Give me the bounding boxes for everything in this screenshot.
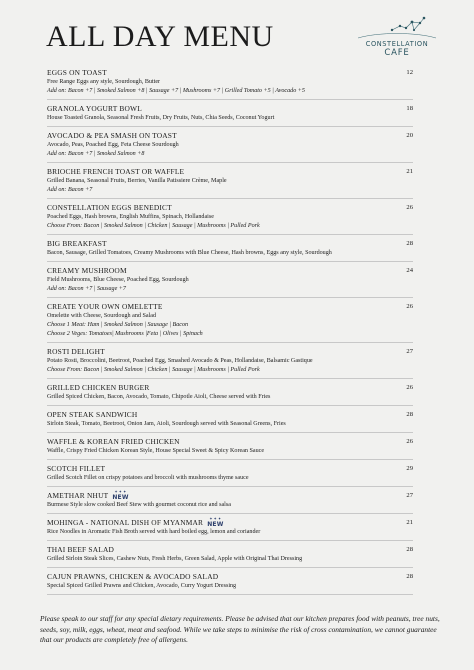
menu-item-price: 28 xyxy=(406,240,413,247)
menu-item xyxy=(47,68,413,100)
menu-item-options: Choose 1 Meat: Ham | Smoked Salmon | Sausage | Bacon xyxy=(47,322,189,328)
menu-item xyxy=(47,347,413,379)
menu-item-price: 21 xyxy=(406,519,413,526)
menu-item-name-text: BIG BREAKFAST xyxy=(47,239,107,248)
new-badge-label: NEW xyxy=(207,521,224,528)
menu-item-options: Add on: Bacon +7 | Sausage +7 xyxy=(47,286,126,292)
menu-item-description: Avocado, Peas, Poached Egg, Feta Cheese Sourdough xyxy=(47,142,179,148)
menu-item-description: Sirloin Steak, Tomato, Beetroot, Onion Jam, Aioli, Sourdough served with Seasonal Greens, Fries xyxy=(47,421,286,427)
menu-item-name-text: GRILLED CHICKEN BURGER xyxy=(47,383,150,392)
menu-item-price: 29 xyxy=(406,465,413,472)
menu-item-description: House Toasted Granola, Seasonal Fresh Fruits, Dry Fruits, Nuts, Chia Seeds, Coconut Yogurt xyxy=(47,115,275,121)
menu-item-name xyxy=(47,383,413,393)
menu-item-description: Grilled Scotch Fillet on crispy potatoes and broccoli with mushrooms thyme sauce xyxy=(47,475,249,481)
menu-list xyxy=(47,68,413,599)
menu-item-name-text: WAFFLE & KOREAN FRIED CHICKEN xyxy=(47,437,180,446)
menu-item-description: Potato Rosti, Broccolini, Beetroot, Poached Egg, Smashed Avocado & Peas, Hollandaise, Balsamic Gastique xyxy=(47,358,313,364)
menu-item-name xyxy=(47,266,413,276)
logo-text-cafe: CAFE xyxy=(384,48,410,58)
menu-item-name-text: AVOCADO & PEA SMASH ON TOAST xyxy=(47,131,177,140)
menu-item xyxy=(47,518,413,541)
menu-item-description: Omelette with Cheese, Sourdough and Salad xyxy=(47,313,156,319)
menu-item-name-text: CONSTELLATION EGGS BENEDICT xyxy=(47,203,172,212)
menu-item-price: 21 xyxy=(406,168,413,175)
menu-item-description: Poached Eggs, Hash browns, English Muffins, Spinach, Hollandaise xyxy=(47,214,214,220)
new-badge xyxy=(207,518,223,528)
menu-item-price: 28 xyxy=(406,573,413,580)
menu-item-name-text: OPEN STEAK SANDWICH xyxy=(47,410,138,419)
menu-item-price: 28 xyxy=(406,411,413,418)
menu-item xyxy=(47,491,413,514)
menu-item-price: 26 xyxy=(406,204,413,211)
allergen-note: Please speak to our staff for any special dietary requirements. Please be advised that our kitchen prepares food with peanuts, tree nuts, seeds, soy, milk, eggs, wheat, meat and seafood. While we take steps to minimise the risk of cross contamination, we cannot guarantee that our products are completely free of allergens. xyxy=(40,614,440,645)
menu-item-name-text: ROSTI DELIGHT xyxy=(47,347,105,356)
menu-item xyxy=(47,266,413,298)
menu-item-name-text: CAJUN PRAWNS, CHICKEN & AVOCADO SALAD xyxy=(47,572,219,581)
menu-item xyxy=(47,383,413,406)
menu-item-name xyxy=(47,464,413,474)
menu-item xyxy=(47,572,413,595)
menu-item-name xyxy=(47,167,413,177)
sparkle-icon: ✦✦✦ xyxy=(114,489,128,494)
new-badge-label: NEW xyxy=(112,494,129,501)
menu-item-name xyxy=(47,239,413,249)
menu-item-name xyxy=(47,131,413,141)
menu-item-name xyxy=(47,302,413,312)
menu-item-description: Waffle, Crispy Fried Chicken Korean Style, House Special Sweet & Spicy Korean Sauce xyxy=(47,448,265,454)
menu-item-description: Grilled Sirloin Steak Slices, Cashew Nuts, Fresh Herbs, Green Salad, Apple with Original Thai Dressing xyxy=(47,556,303,562)
menu-item-name-text: MOHINGA - NATIONAL DISH OF MYANMAR xyxy=(47,518,204,527)
menu-item-name-text: AMETHAR NHUT xyxy=(47,491,109,500)
menu-item-options: Choose From: Bacon | Smoked Salmon | Chicken | Sausage | Mushrooms | Pulled Pork xyxy=(47,367,260,373)
menu-item-price: 12 xyxy=(406,69,413,76)
menu-item xyxy=(47,410,413,433)
constellation-icon xyxy=(354,12,440,40)
menu-item-description: Free Range Eggs any style, Sourdough, Butter xyxy=(47,79,161,85)
menu-item-options: Add on: Bacon +7 xyxy=(47,187,93,193)
menu-item xyxy=(47,302,413,343)
sparkle-icon: ✦✦✦ xyxy=(209,516,223,521)
menu-item xyxy=(47,464,413,487)
menu-item-price: 26 xyxy=(406,438,413,445)
menu-item-name-text: EGGS ON TOAST xyxy=(47,68,107,77)
menu-item-price: 28 xyxy=(406,546,413,553)
menu-item-name xyxy=(47,491,413,501)
menu-item-price: 20 xyxy=(406,132,413,139)
menu-item xyxy=(47,131,413,163)
menu-item-description: Grilled Spiced Chicken, Bacon, Avocado, Tomato, Chipotle Aioli, Cheese served with Fries xyxy=(47,394,271,400)
menu-item-price: 27 xyxy=(406,348,413,355)
menu-item-options: Choose From: Bacon | Smoked Salmon | Chicken | Sausage | Mushrooms | Pulled Pork xyxy=(47,223,260,229)
menu-item-description: Bacon, Sausage, Grilled Tomatoes, Creamy Mushrooms with Blue Cheese, Hash browns, Eggs any style, Sourdough xyxy=(47,250,332,256)
menu-item xyxy=(47,239,413,262)
menu-item-name xyxy=(47,410,413,420)
menu-item-name-text: GRANOLA YOGURT BOWL xyxy=(47,104,142,113)
menu-item-price: 18 xyxy=(406,105,413,112)
menu-item-options: Choose 2 Veges: Tomatoes| Mushrooms |Feta | Olives | Spinach xyxy=(47,331,203,337)
menu-item-price: 26 xyxy=(406,303,413,310)
menu-item xyxy=(47,167,413,199)
page-title: ALL DAY MENU xyxy=(46,20,274,53)
menu-item-price: 27 xyxy=(406,492,413,499)
new-badge xyxy=(112,491,128,501)
menu-item-name xyxy=(47,572,413,582)
menu-item-options: Add on: Bacon +7 | Smoked Salmon +8 | Sausage +7 | Mushrooms +7 | Grilled Tomato +5 | Avocado +5 xyxy=(47,88,305,94)
menu-item-name-text: THAI BEEF SALAD xyxy=(47,545,115,554)
menu-item-name xyxy=(47,104,413,114)
menu-item xyxy=(47,545,413,568)
menu-item-name xyxy=(47,68,413,78)
menu-item-price: 26 xyxy=(406,384,413,391)
menu-item xyxy=(47,104,413,127)
menu-item xyxy=(47,203,413,235)
logo-text-constellation: CONSTELLATION xyxy=(365,40,429,48)
menu-item-name xyxy=(47,545,413,555)
menu-item-name-text: CREATE YOUR OWN OMELETTE xyxy=(47,302,163,311)
constellation-cafe-logo xyxy=(354,12,440,64)
menu-item-description: Special Spiced Grilled Prawns and Chicken, Avocado, Curry Yogurt Dressing xyxy=(47,583,237,589)
menu-item-description: Field Mushrooms, Blue Cheese, Poached Egg, Sourdough xyxy=(47,277,189,283)
menu-item-name-text: CREAMY MUSHROOM xyxy=(47,266,127,275)
menu-item-name xyxy=(47,518,413,528)
menu-item-description: Burmese Style slow cooked Beef Stew with gourmet coconut rice and salsa xyxy=(47,502,231,508)
menu-item-description: Rice Noodles in Aromatic Fish Broth served with hard boiled egg, lemon and coriander xyxy=(47,529,261,535)
menu-item-name xyxy=(47,437,413,447)
menu-item-name-text: SCOTCH FILLET xyxy=(47,464,106,473)
menu-item-name xyxy=(47,203,413,213)
menu-item xyxy=(47,437,413,460)
menu-item-options: Add on: Bacon +7 | Smoked Salmon +8 xyxy=(47,151,145,157)
menu-item-name xyxy=(47,347,413,357)
menu-item-price: 24 xyxy=(406,267,413,274)
menu-item-name-text: BRIOCHE FRENCH TOAST OR WAFFLE xyxy=(47,167,185,176)
menu-item-description: Grilled Banana, Seasonal Fruits, Berries, Vanilla Patissiere Crème, Maple xyxy=(47,178,227,184)
